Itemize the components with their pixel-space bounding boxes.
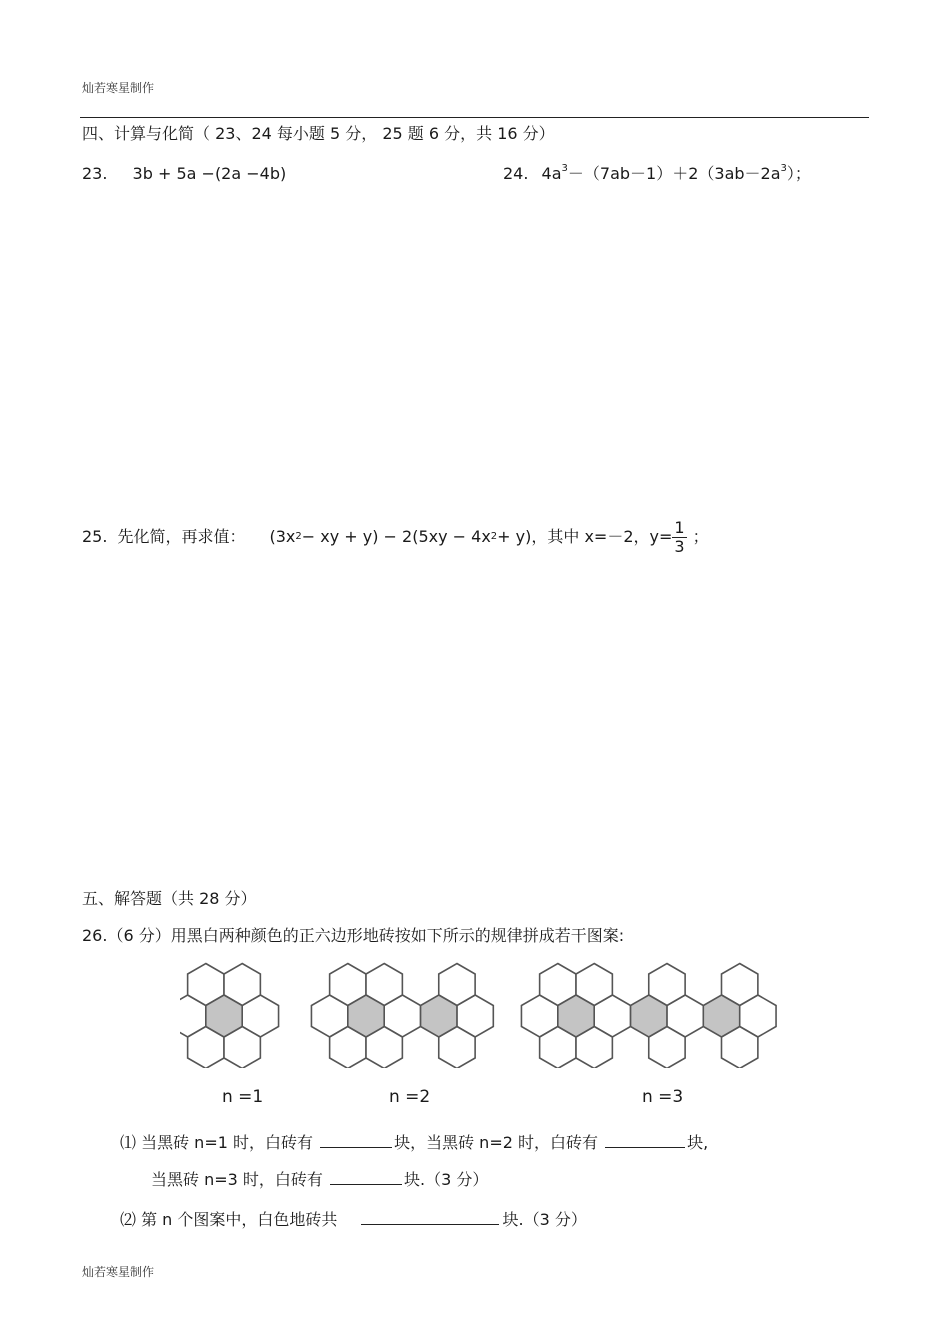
q25-number: 25. — [82, 527, 108, 546]
q25: 25. 先化简，再求值： (3x 2 − xy + y) − 2(5xy − 4x 2 + y)，其中 x=－2，y= $\frac{1}{3}$ ； — [82, 517, 709, 556]
pattern-label-3: n =3 — [642, 1087, 684, 1107]
q24-expr-b: －（7ab－1）＋2（3ab－2a — [567, 164, 781, 183]
page-header: 灿若寒星制作 — [82, 81, 155, 95]
section4-title: 四、计算与化简（ 23、24 每小题 5 分， 25 题 6 分，共 16 分） — [82, 124, 555, 143]
q24 — [503, 164, 811, 184]
q24-expr-a: 4a — [541, 164, 562, 183]
q26-p1-text-e: 块.（3 分） — [404, 1170, 489, 1189]
q26-p1-text-c: 块, — [687, 1133, 709, 1152]
q23 — [82, 164, 286, 184]
hexagon-patterns — [180, 958, 780, 1068]
q25-frac-num: 1 — [674, 517, 685, 537]
q26-p1-text-b: 块，当黑砖 n=2 时，白砖有 — [394, 1133, 598, 1152]
pattern-label-1: n =1 — [222, 1087, 264, 1107]
q24-expr-c: ）； — [786, 164, 811, 183]
q25-expr-b: − xy + y) − 2(5xy − 4x — [301, 527, 491, 546]
section5-title: 五、解答题（共 28 分） — [82, 889, 257, 908]
q26-intro: 26.（6 分）用黑白两种颜色的正六边形地砖按如下所示的规律拼成若干图案: — [82, 926, 625, 945]
answer-blank-n3[interactable] — [330, 1170, 402, 1185]
answer-blank-n2[interactable] — [605, 1133, 685, 1148]
q26-part1-line1 — [120, 1133, 708, 1153]
q26-part1-line2 — [151, 1170, 488, 1190]
q25-tail: ； — [692, 527, 709, 546]
q26-p1-text-a: ⑴ 当黑砖 n=1 时，白砖有 — [120, 1133, 313, 1152]
q25-frac-den: 3 — [674, 536, 685, 556]
q26-p2-text-a: ⑵ 第 n 个图案中，白色地砖共 — [120, 1210, 338, 1229]
q25-expr-a: (3x — [269, 527, 296, 546]
q26-p1-text-d: 当黑砖 n=3 时，白砖有 — [151, 1170, 323, 1189]
q24-sup2: 3 — [780, 163, 787, 174]
q25-expr-c: + y)，其中 x=－2，y= — [497, 527, 673, 546]
q23-expr: 3b + 5a −(2a −4b) — [132, 164, 287, 183]
q26-part2 — [120, 1210, 587, 1230]
answer-blank-n1[interactable] — [320, 1133, 392, 1148]
header-rule — [80, 117, 869, 118]
q25-fraction — [672, 519, 686, 556]
q25-lead: 先化简，再求值： — [117, 527, 246, 546]
answer-blank-general[interactable] — [361, 1210, 499, 1225]
q26-p2-text-b: 块.（3 分） — [502, 1210, 587, 1229]
q24-sup1: 3 — [561, 163, 568, 174]
q24-number: 24. — [503, 164, 529, 183]
q23-number: 23. — [82, 164, 108, 183]
page-footer: 灿若寒星制作 — [82, 1265, 155, 1279]
pattern-label-2: n =2 — [389, 1087, 431, 1107]
